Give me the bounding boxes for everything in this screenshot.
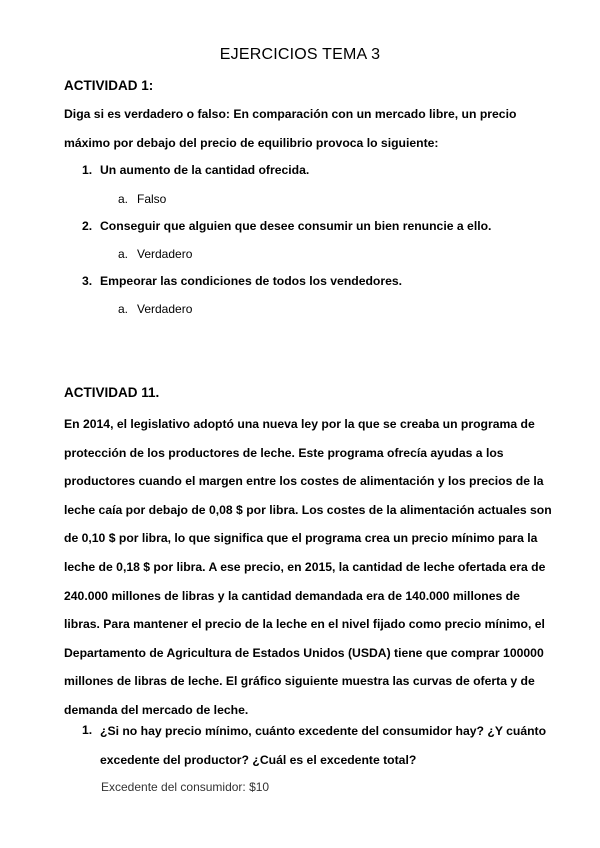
question-number: 1.	[82, 723, 93, 737]
question-line: ¿Si no hay precio mínimo, cuánto excedente del consumidor hay? ¿Y cuánto	[100, 724, 547, 738]
activity-1-item-2-answer	[118, 247, 192, 261]
item-text: Empeorar las condiciones de todos los vendedores.	[100, 274, 403, 288]
document-title: EJERCICIOS TEMA 3	[219, 46, 381, 63]
paragraph-line: 240.000 millones de libras y la cantidad demandada era de 140.000 millones de	[64, 588, 520, 603]
activity-1-intro	[64, 106, 544, 163]
item-number: 1.	[82, 163, 93, 177]
paragraph-line: millones de libras de leche. El gráfico siguiente muestra las curvas de oferta y de	[64, 674, 535, 689]
paragraph-line: leche de 0,18 $ por libra. A ese precio, en 2015, la cantidad de leche ofertada era de	[64, 559, 546, 574]
paragraph-line: de 0,10 $ por libra, lo que significa que el programa crea un precio mínimo para la	[64, 531, 538, 546]
activity-1-item-3-answer	[118, 302, 192, 316]
activity-1-item-1	[82, 163, 309, 177]
paragraph-line: productores cuando el margen entre los costes de alimentación y los precios de la	[64, 474, 544, 489]
activity-1-item-2	[82, 219, 491, 233]
activity-1-item-3	[82, 274, 402, 288]
answer-marker: a.	[118, 247, 129, 261]
activity-1-heading: ACTIVIDAD 1:	[64, 78, 154, 93]
item-number: 3.	[82, 274, 93, 288]
intro-line: Diga si es verdadero o falso: En comparación con un mercado libre, un precio	[64, 107, 517, 121]
paragraph-line: protección de los productores de leche. Este programa ofrecía ayudas a los	[64, 445, 504, 460]
paragraph-line: demanda del mercado de leche.	[64, 702, 249, 717]
activity-11-question-1-answer: Excedente del consumidor: $10	[101, 780, 270, 794]
paragraph-line: En 2014, el legislativo adoptó una nueva ley por la que se creaba un programa de	[64, 417, 535, 431]
answer-marker: a.	[118, 302, 129, 316]
intro-line: máximo por debajo del precio de equilibrio provoca lo siguiente:	[64, 135, 439, 150]
question-text	[100, 723, 560, 781]
question-line: excedente del productor? ¿Cuál es el excedente total?	[100, 753, 417, 767]
answer-marker: a.	[118, 192, 129, 206]
answer-text: Verdadero	[137, 247, 193, 261]
activity-1-item-1-answer	[118, 192, 166, 206]
answer-text: Falso	[137, 192, 167, 206]
paragraph-line: Departamento de Agricultura de Estados Unidos (USDA) tiene que comprar 100000	[64, 645, 544, 660]
paragraph-line: leche caía por debajo de 0,08 $ por libra. Los costes de la alimentación actuales son	[64, 502, 552, 517]
item-text: Conseguir que alguien que desee consumir un bien renuncie a ello.	[100, 219, 492, 233]
activity-11-heading: ACTIVIDAD 11.	[64, 385, 160, 400]
answer-text: Verdadero	[137, 302, 193, 316]
item-number: 2.	[82, 219, 93, 233]
paragraph-line: libras. Para mantener el precio de la leche en el nivel fijado como precio mínimo, el	[64, 617, 545, 632]
item-text: Un aumento de la cantidad ofrecida.	[100, 163, 310, 177]
